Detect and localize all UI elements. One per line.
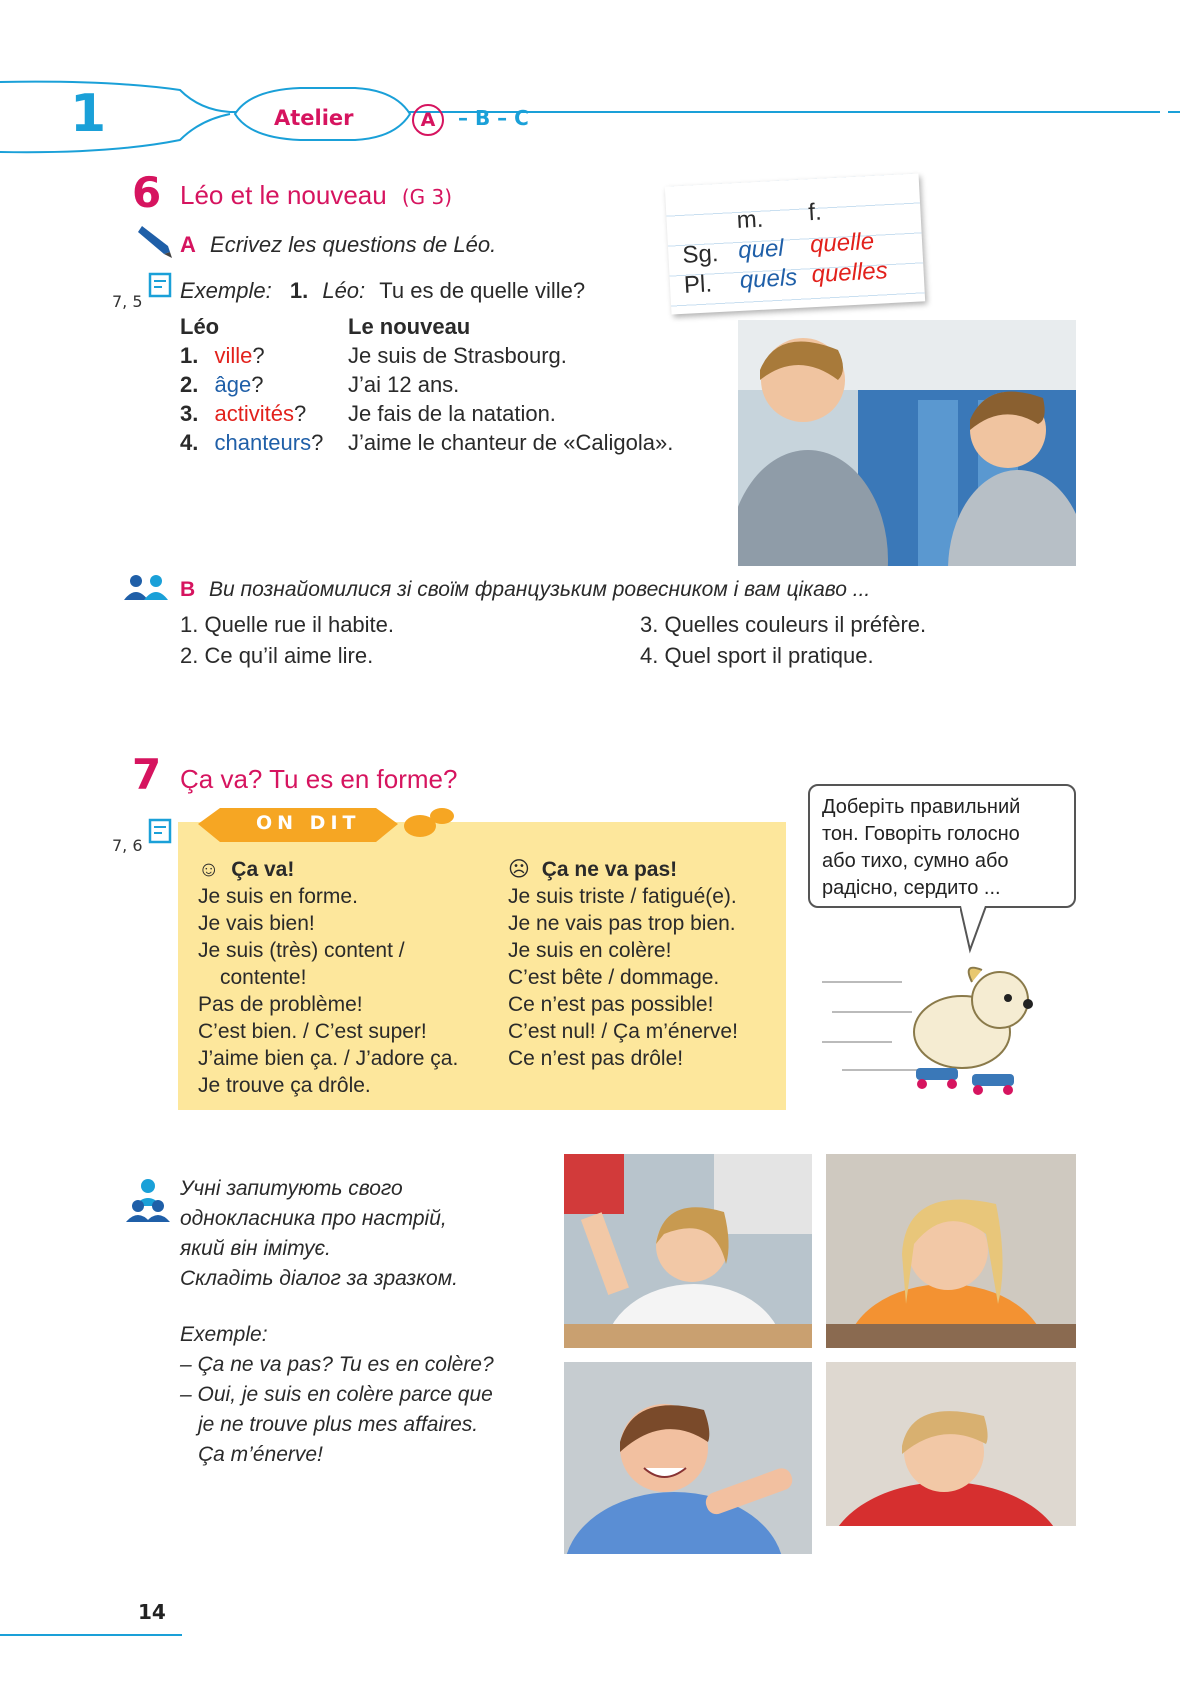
table-row (180, 372, 263, 398)
section-a-marker: A (412, 104, 444, 136)
bubble-line: Доберіть правильний (822, 796, 1021, 818)
row-answer: Je suis de Strasbourg. (348, 343, 567, 368)
dialog-line: je ne trouve plus mes affaires. (198, 1413, 479, 1436)
col-header-leo: Léo (180, 314, 220, 339)
example-label: Exemple: (180, 278, 272, 303)
card-quel: quel (737, 234, 785, 264)
exercise-6-title-text: Léo et le nouveau (180, 180, 387, 210)
col-header-nouveau: Le nouveau (348, 314, 471, 339)
photo-bored-boy (826, 1362, 1076, 1554)
task-line: який він імітує. (180, 1237, 331, 1260)
photo-sad-girl (826, 1154, 1076, 1348)
row-number: 1. (180, 343, 199, 368)
list-item: contente! (220, 966, 307, 989)
row-number: 3. (180, 401, 199, 426)
list-item: Je suis (très) content / (198, 939, 405, 962)
list-item: 1. Quelle rue il habite. (180, 612, 395, 637)
photo-laughing-boy (564, 1362, 812, 1554)
chapter-number: 1 (70, 84, 107, 144)
example-label: Exemple: (180, 1323, 268, 1346)
task-line: Складіть діалог за зразком. (180, 1267, 458, 1290)
list-item: Ce n’est pas possible! (508, 993, 714, 1016)
pencil-icon (134, 226, 174, 260)
grammar-card (665, 173, 925, 314)
row-question-mark: ? (251, 372, 264, 397)
list-item: Ce n’est pas drôle! (508, 1047, 684, 1070)
bubble-line: або тихо, сумно або (822, 850, 1009, 872)
workbook-icon (148, 818, 172, 846)
exercise-7-number: 7 (132, 750, 162, 799)
dialog-line: Ça m’énerve! (198, 1443, 323, 1466)
task-instruction (180, 1174, 458, 1294)
pair-work-icon (122, 572, 170, 604)
example-number: 1. (289, 278, 309, 303)
workbook-ref-7-6: 7, 6 (112, 836, 143, 855)
page-number: 14 (138, 1600, 166, 1624)
row-keyword: ville (214, 343, 253, 368)
group-work-icon (126, 1176, 170, 1224)
bubble-line: тон. Говоріть голосно (822, 823, 1020, 845)
row-keyword: chanteurs (214, 430, 312, 455)
exercise-7-title: Ça va? Tu es en forme? (180, 764, 458, 794)
list-item: 3. Quelles couleurs il préfère. (640, 612, 927, 637)
dialog-line: – Ça ne va pas? Tu es en colère? (180, 1353, 494, 1376)
card-quels: quels (739, 263, 798, 294)
good-heading: Ça va! (231, 858, 295, 881)
list-item: Pas de problème! (198, 993, 363, 1016)
list-item: C’est bête / dommage. (508, 966, 720, 989)
dialog-example (180, 1320, 494, 1470)
photo-two-boys (738, 320, 1076, 566)
exercise-6-title (180, 180, 452, 211)
bad-heading: Ça ne va pas! (541, 858, 678, 881)
header-decoration (0, 70, 1190, 160)
row-question-mark: ? (252, 343, 265, 368)
card-masculine: m. (735, 205, 765, 235)
on-dit-label: ON DIT (256, 812, 361, 834)
row-number: 2. (180, 372, 199, 397)
mascot-dog-illustration (822, 952, 1058, 1096)
table-row (180, 430, 323, 456)
list-item: C’est bien. / C’est super! (198, 1020, 427, 1043)
example-text: Tu es de quelle ville? (379, 278, 586, 303)
row-keyword: activités (214, 401, 294, 426)
list-item: 2. Ce qu’il aime lire. (180, 643, 374, 668)
bubble-line: радісно, сердито ... (822, 877, 1001, 899)
task-line: однокласника про настрій, (180, 1207, 447, 1230)
footer-line (0, 1634, 182, 1636)
card-plural: Pl. (683, 270, 713, 299)
list-item: Je vais bien! (198, 912, 315, 935)
list-item: C’est nul! / Ça m’énerve! (508, 1020, 738, 1043)
exercise-6-number: 6 (132, 168, 162, 217)
frown-icon: ☹ (508, 858, 530, 881)
card-quelles: quelles (810, 257, 889, 289)
part-a-label: A (180, 232, 196, 257)
list-item: Je suis triste / fatigué(e). (508, 885, 737, 908)
row-number: 4. (180, 430, 199, 455)
row-answer: J’ai 12 ans. (348, 372, 460, 397)
part-b-instruction: Ви познайомилися зі своїм французьким ровесником і вам цікаво ... (209, 578, 871, 601)
list-item: 4. Quel sport il pratique. (640, 643, 874, 668)
smile-icon: ☺ (198, 858, 220, 881)
table-row (180, 401, 306, 427)
row-question-mark: ? (311, 430, 324, 455)
good-column (198, 856, 458, 1099)
workbook-ref-7-5: 7, 5 (112, 292, 143, 311)
list-item: Je suis en colère! (508, 939, 672, 962)
table-row (180, 343, 265, 369)
atelier-label: Atelier (274, 106, 354, 130)
part-b-label: B (180, 578, 196, 601)
part-a-instruction: Ecrivez les questions de Léo. (210, 232, 497, 257)
section-bc-markers: – B – C (458, 106, 529, 130)
dialog-line: – Oui, je suis en colère parce que (180, 1383, 493, 1406)
row-keyword: âge (214, 372, 252, 397)
row-question-mark: ? (293, 401, 307, 426)
row-answer: Je fais de la natation. (348, 401, 556, 426)
card-quelle: quelle (809, 227, 875, 259)
bad-column (508, 856, 738, 1072)
list-item: Je trouve ça drôle. (198, 1074, 371, 1097)
card-feminine: f. (807, 198, 823, 227)
list-item: Je ne vais pas trop bien. (508, 912, 736, 935)
row-answer: J’aime le chanteur de «Caligola». (348, 430, 674, 455)
card-singular: Sg. (681, 240, 720, 269)
workbook-icon (148, 272, 172, 300)
list-item: J’aime bien ça. / J’adore ça. (198, 1047, 459, 1070)
speech-bubble (808, 784, 1076, 908)
grammar-ref: (G 3) (401, 185, 453, 209)
photo-happy-girl (564, 1154, 812, 1348)
task-line: Учні запитують свого (180, 1177, 403, 1200)
bubble-tail (960, 906, 1000, 956)
list-item: Je suis en forme. (198, 885, 358, 908)
example-speaker: Léo: (322, 278, 366, 303)
